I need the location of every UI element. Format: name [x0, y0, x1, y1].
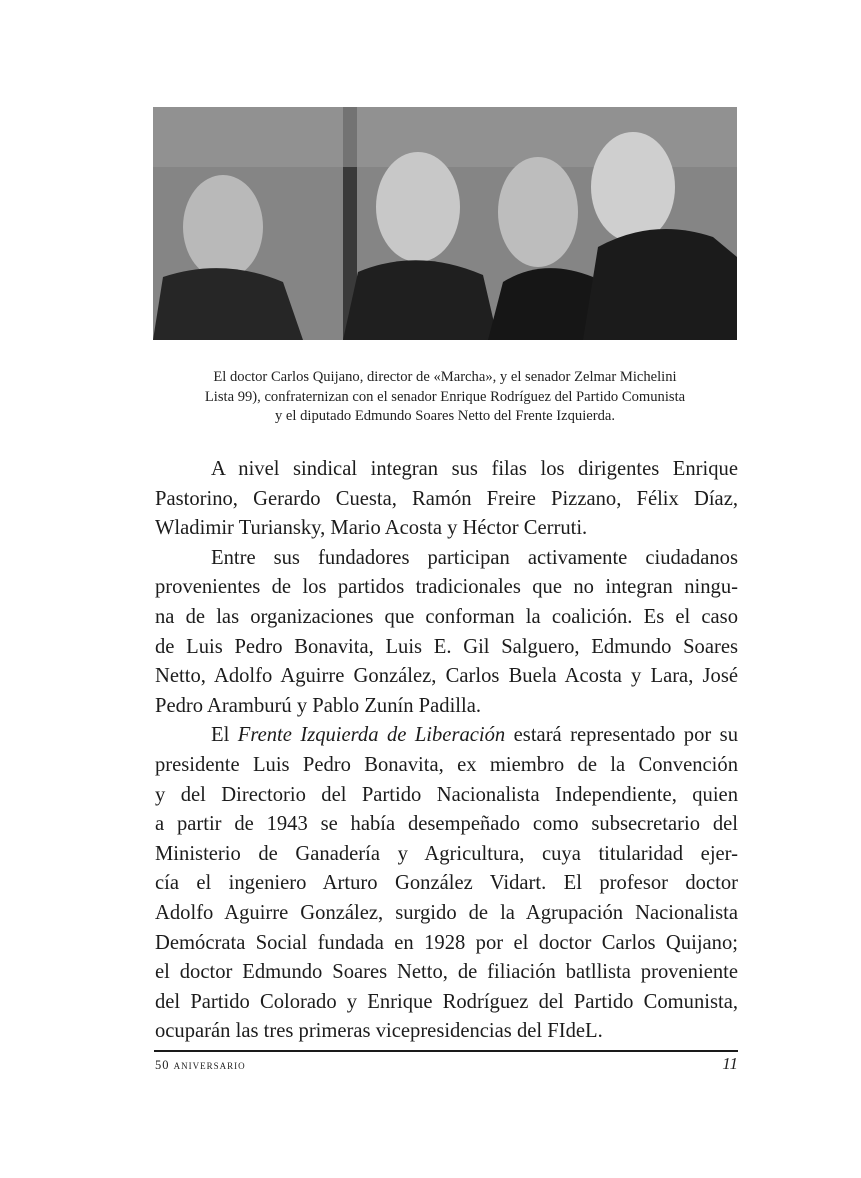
paragraph-line: ocuparán las tres primeras vicepresidencias del FIdeL. [155, 1020, 603, 1043]
paragraph-line: Adolfo Aguirre González, surgido de la Agrupación Nacionalista [155, 901, 738, 924]
footer-rule [154, 1050, 738, 1052]
text-run: El [211, 724, 230, 747]
photograph [153, 107, 737, 340]
page-number: 11 [722, 1054, 738, 1073]
paragraph-line: Wladimir Turiansky, Mario Acosta y Héctor Cerruti. [155, 517, 588, 540]
photo-illustration [153, 107, 737, 340]
photo-caption [150, 368, 740, 427]
paragraph-line: na de las organizaciones que conforman la coalición. Es el caso [155, 605, 738, 628]
paragraph-line: y del Directorio del Partido Nacionalista Independiente, quien [155, 783, 738, 806]
paragraph-line: Demócrata Social fundada en 1928 por el doctor Carlos Quijano; [155, 931, 738, 954]
paragraph-line: de Luis Pedro Bonavita, Luis E. Gil Salguero, Edmundo Soares [155, 635, 738, 658]
paragraph-line: Pastorino, Gerardo Cuesta, Ramón Freire Pizzano, Félix Díaz, [155, 487, 738, 510]
paragraph-line: del Partido Colorado y Enrique Rodríguez del Partido Comunista, [155, 990, 738, 1013]
paragraph-line: A nivel sindical integran sus filas los dirigentes Enrique [211, 458, 738, 480]
paragraph-line: el doctor Edmundo Soares Netto, de filiación batllista proveniente [155, 961, 738, 984]
caption-line: y el diputado Edmundo Soares Netto del Frente Izquierda. [274, 408, 616, 424]
running-footer: 50 aniversario [155, 1058, 246, 1072]
paragraph-line [155, 721, 738, 751]
paragraph-line: presidente Luis Pedro Bonavita, ex miembro de la Convención [155, 753, 738, 776]
paragraph-line: Entre sus fundadores participan activamente ciudadanos [211, 546, 738, 569]
paragraph-line: Ministerio de Ganadería y Agricultura, cuya titularidad ejer- [155, 842, 738, 865]
caption-line: Lista 99), confraternizan con el senador Enrique Rodríguez del Partido Comunista [204, 388, 686, 405]
paragraph-line: Pedro Aramburú y Pablo Zunín Padilla. [155, 694, 482, 717]
paragraph-line: a partir de 1943 se había desempeñado como subsecretario del [155, 813, 738, 836]
caption-line: El doctor Carlos Quijano, director de «Marcha», y el senador Zelmar Michelini [213, 369, 677, 385]
italic-title: Frente Izquierda de Liberación [237, 724, 506, 747]
paragraph-line: provenientes de los partidos tradicionales que no integran ningu- [155, 576, 738, 599]
paragraph-line: Netto, Adolfo Aguirre González, Carlos Buela Acosta y Lara, José [155, 665, 738, 688]
body-text [155, 455, 738, 1047]
paragraph-line: cía el ingeniero Arturo González Vidart. El profesor doctor [155, 872, 738, 895]
text-run: estará representado por su [513, 724, 738, 747]
